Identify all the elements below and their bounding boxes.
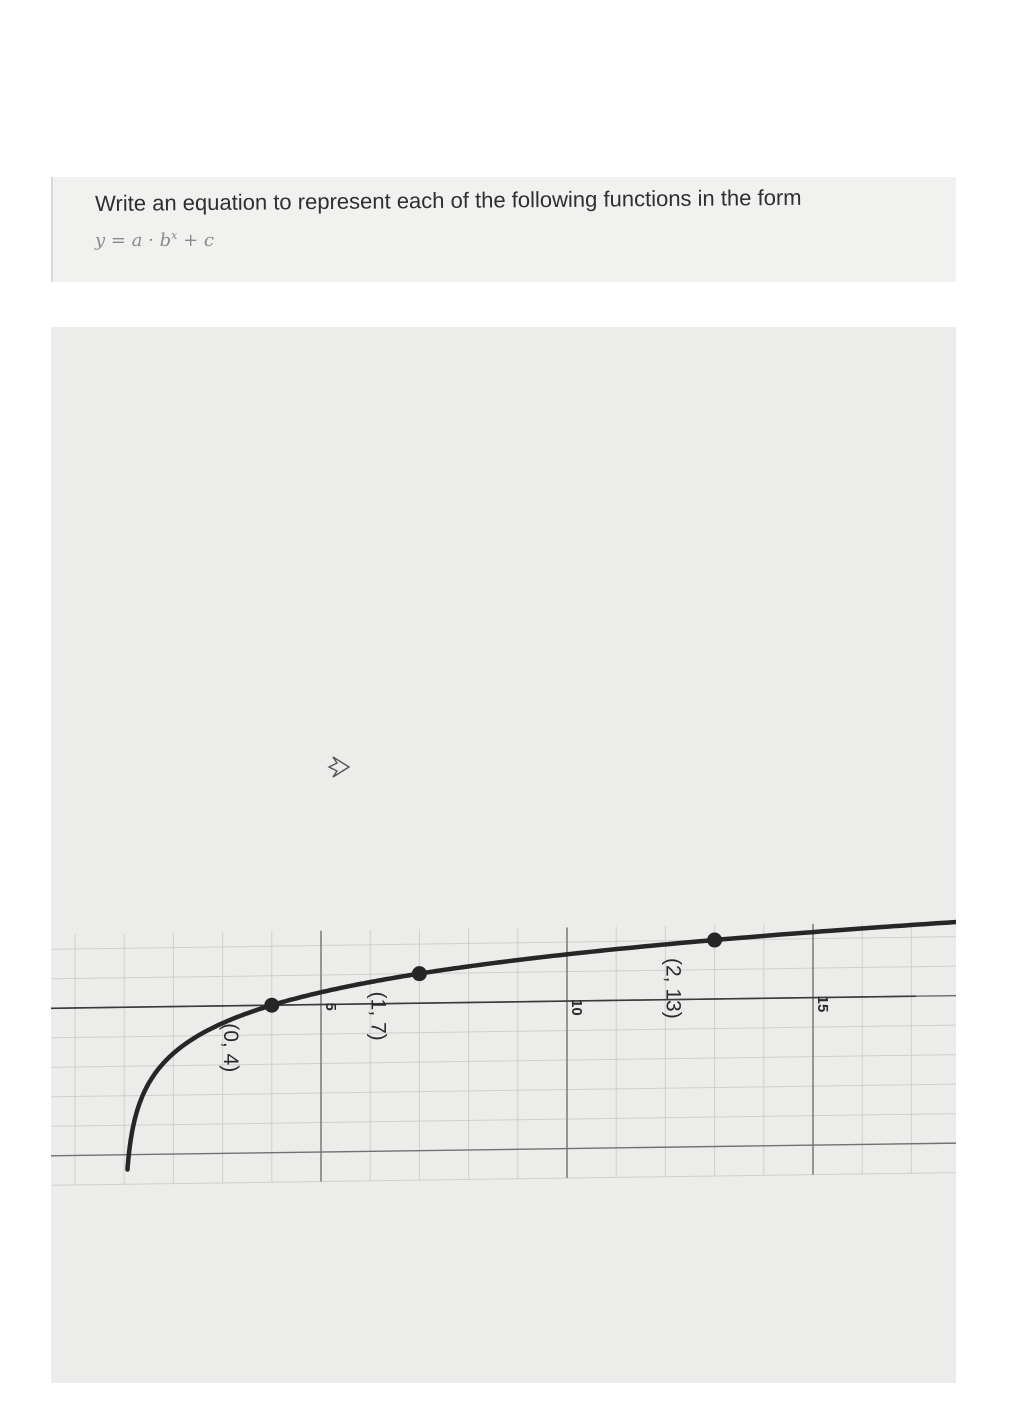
formula-lhs: y = a · b [95, 230, 172, 251]
x-axis [51, 996, 916, 1008]
minor-gridline [51, 937, 956, 950]
minor-gridline [51, 1084, 956, 1097]
tick-label-10: 10 [568, 999, 585, 1016]
minor-gridline [51, 1025, 956, 1038]
graph-panel [51, 327, 956, 1383]
question-panel [51, 177, 956, 282]
minor-gridline [51, 1055, 956, 1068]
minor-gridline [51, 1114, 956, 1127]
data-point-label-0: (0, 4) [218, 1023, 242, 1073]
minor-gridline [51, 1173, 956, 1186]
question-formula [95, 229, 214, 251]
tick-label-15: 15 [814, 995, 831, 1013]
formula-rhs: + c [177, 230, 214, 251]
minor-gridline [51, 966, 956, 979]
data-point-label-1: (1, 7) [366, 991, 390, 1041]
question-text: Write an equation to represent each of the following functions in the form [95, 184, 802, 216]
function-curve [128, 922, 957, 1170]
gridline-x--5 [51, 1143, 956, 1156]
mouse-cursor-icon [329, 757, 349, 777]
data-point-1 [412, 966, 427, 981]
data-point-label-2: (2, 13) [661, 958, 685, 1019]
tick-label-5: 5 [322, 1002, 339, 1011]
axes [51, 996, 916, 1008]
data-point-2 [707, 933, 722, 948]
function-graph [51, 327, 956, 1383]
formula-exponent: x [171, 229, 178, 242]
data-point-0 [264, 998, 279, 1013]
